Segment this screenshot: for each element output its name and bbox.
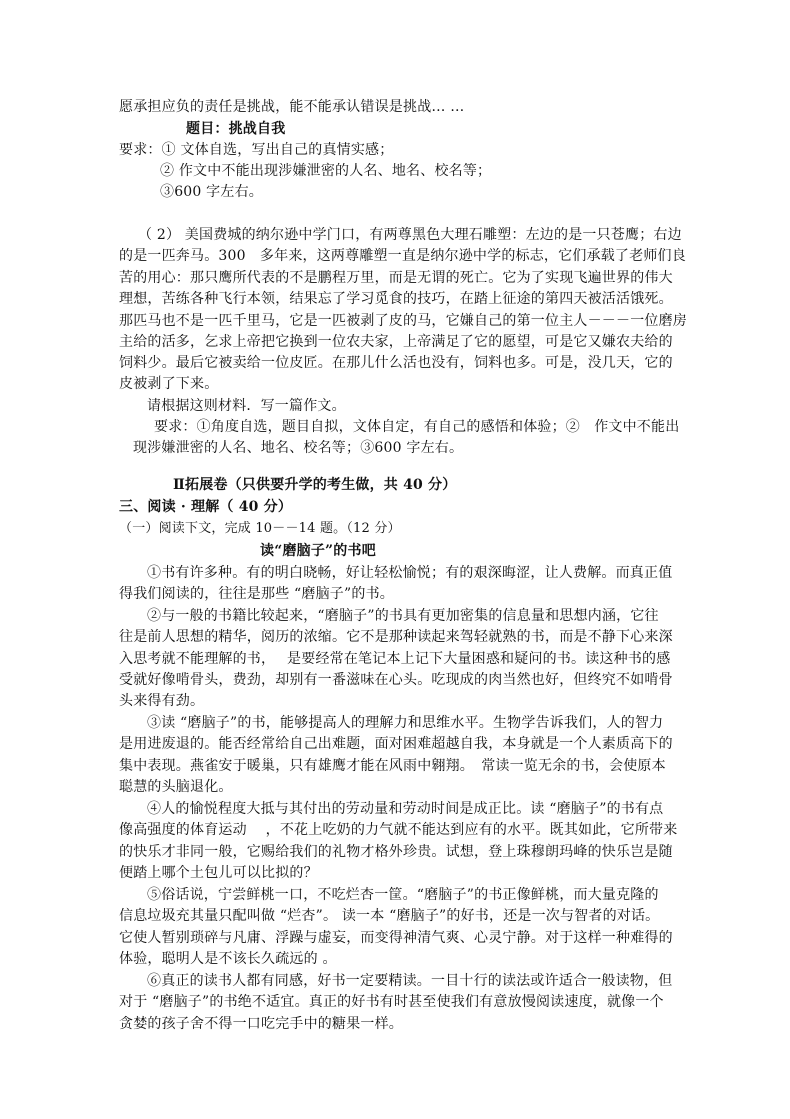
article-line: 集中表现。燕雀安于暖巢，只有雄鹰才能在风雨中翱翔。 常读一览无余的书，会使原本 (119, 758, 666, 774)
intro-line: 愿承担应负的责任是挑战，能不能承认错误是挑战… … (119, 99, 465, 115)
article-line: 受就好像啃骨头，费劲，却别有一番滋味在心头。吃现成的肉当然也好，但终究不如啃骨 (119, 672, 673, 688)
article-line: 的快乐才非同一般，它赐给我们的礼物才格外珍贵。试想，登上珠穆朗玛峰的快乐岂是随 (119, 844, 673, 860)
essay-title: 题目：挑战自我 (186, 121, 286, 137)
extension-heading: Ⅱ拓展卷（只供要升学的考生做，共 40 分） (173, 477, 457, 493)
material-instruction: 请根据这则材料．写一篇作文。 (147, 398, 346, 414)
article-line: 信息垃圾充其量只配叫做 “烂杏”。 读一本 “磨脑子”的好书，还是一次与智者的对话。 (119, 908, 660, 924)
article-line: ④人的愉悦程度大抵与其付出的劳动量和劳动时间是成正比。读 “磨脑子”的书有点 (147, 801, 664, 817)
material-line: 饲料少。最后它被卖给一位皮匠。在那儿什么活也没有，饲料也多。可是，没几天，它的 (119, 355, 673, 371)
material-requirement-line: 现涉嫌泄密的人名、地名、校名等；③600 字左右。 (133, 440, 464, 456)
article-line: 像高强度的体育运动 ，不花上吃奶的力气就不能达到应有的水平。既其如此，它所带来 (119, 822, 678, 838)
part-heading: 三、阅读 · 理解（ 40 分） (119, 499, 293, 515)
article-line: 便踏上哪个土包儿可以比拟的？ (119, 865, 318, 881)
article-line: ②与一般的书籍比较起来，“磨脑子”的书具有更加密集的信息量和思想内涵，它往 (147, 608, 659, 624)
subpart-instruction: （一）阅读下文，完成 10－－14 题。（12 分） (119, 521, 401, 536)
article-line: ⑤俗话说，宁尝鲜桃一口，不吃烂杏一筐。“磨脑子”的书正像鲜桃，而大量克隆的 (147, 887, 659, 903)
article-line: 它使人暂别琐碎与凡庸、浮躁与虚妄，而变得神清气爽、心灵宁静。对于这样一种难得的 (119, 930, 673, 946)
material-line: 那匹马也不是一匹千里马，它是一匹被剥了皮的马，它嫌自己的第一位主人－－－一位磨房 (119, 313, 687, 329)
article-line: 对于 “磨脑子”的书绝不适宜。真正的好书有时甚至使我们有意放慢阅读速度，就像一个 (119, 994, 664, 1010)
article-line: 往是前人思想的精华，阅历的浓缩。它不是那种读起来驾轻就熟的书，而是不静下心来深 (119, 629, 673, 645)
article-title: 读“磨脑子”的书吧 (260, 543, 376, 559)
material-line: 苦的用心：那只鹰所代表的不是鹏程万里，而是无谓的死亡。它为了实现飞遍世界的伟大 (119, 270, 673, 286)
article-line: ③读 “磨脑子”的书，能够提高人的理解力和思维水平。生物学告诉我们，人的智力 (147, 715, 664, 731)
requirement-2: ② 作文中不能出现涉嫌泄密的人名、地名、校名等； (160, 163, 492, 179)
material-line: 主给的活多，乞求上帝把它换到一位农夫家，上帝满足了它的愿望，可是它又嫌农夫给的 (119, 334, 673, 350)
requirement-3: ③600 字左右。 (160, 184, 263, 200)
article-line: 头来得有劲。 (119, 693, 205, 709)
article-line: 是用进废退的。能否经常给自己出难题，面对困难超越自我，本身就是一个人素质高下的 (119, 736, 673, 752)
material-line: 理想，苦练各种飞行本领，结果忘了学习觅食的技巧，在踏上征途的第四天被活活饿死。 (119, 291, 673, 307)
material-requirement-line: 要求：①角度自选，题目自拟，文体自定，有自己的感悟和体验；② 作文中不能出 (154, 419, 680, 435)
article-line: 入思考就不能理解的书， 是要经常在笔记本上记下大量困惑和疑问的书。读这种书的感 (119, 651, 671, 667)
article-line: ⑥真正的读书人都有同感，好书一定要精读。一目十行的读法或许适合一般读物，但 (147, 973, 673, 989)
article-line: 体验，聪明人是不该长久疏远的 。 (119, 951, 337, 967)
article-line: ①书有许多种。有的明白晓畅，好让轻松愉悦；有的艰深晦涩，让人费解。而真正值 (147, 565, 673, 581)
material-line: 的是一匹奔马。300 多年来，这两尊雕塑一直是纳尔逊中学的标志，它们承载了老师们良 (119, 248, 686, 264)
material-line: 皮被剥了下来。 (119, 376, 219, 392)
article-line: 聪慧的头脑退化。 (119, 779, 233, 795)
article-line: 得我们阅读的，往往是那些 “磨脑子”的书。 (119, 586, 394, 602)
article-line: 贪婪的孩子舍不得一口吃完手中的糖果一样。 (119, 1016, 403, 1032)
material-line: （ 2） 美国费城的纳尔逊中学门口，有两尊黑色大理石雕塑：左边的是一只苍鹰；右边 (138, 227, 682, 243)
requirement-1: 要求：① 文体自选，写出自己的真情实感； (119, 142, 394, 158)
